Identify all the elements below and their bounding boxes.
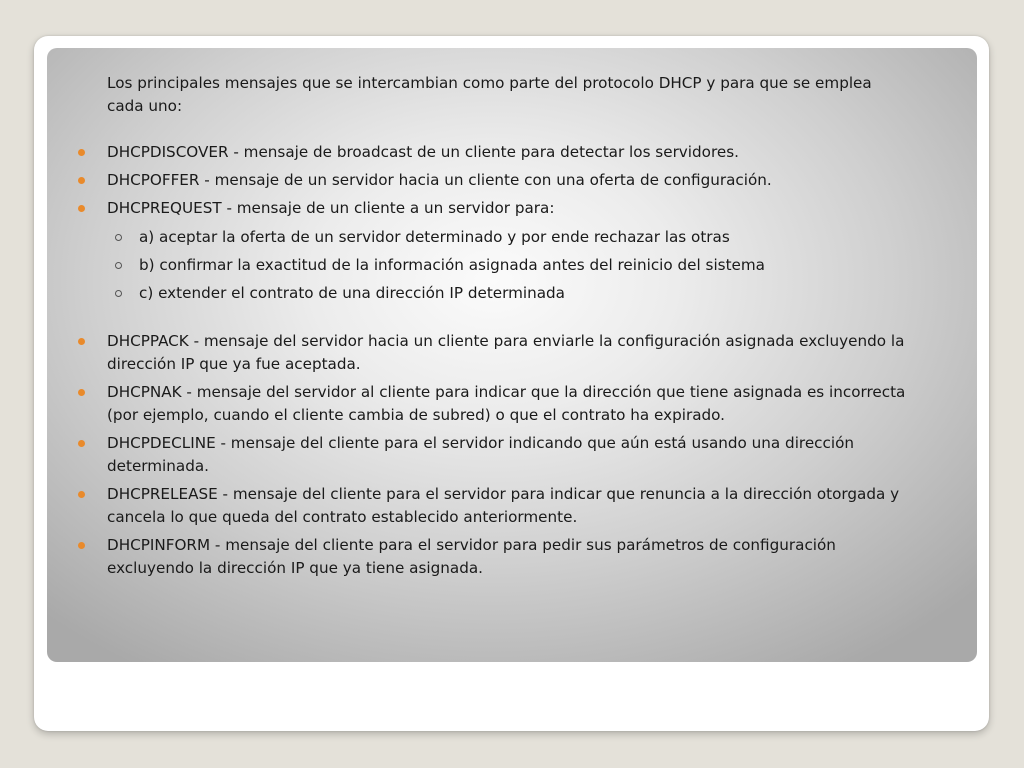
ring-bullet-icon [115,262,122,269]
bullet-icon [78,338,85,345]
list-item-text: DHCPPACK - mensaje del servidor hacia un cliente para enviarle la configuración asignada excluyendo la dirección IP que ya fue aceptada. [107,332,905,373]
slide-body [107,72,907,585]
sub-list-item [139,254,907,277]
list-item [107,381,907,427]
bullet-icon [78,389,85,396]
bullet-icon [78,542,85,549]
sub-list-item-text: a) aceptar la oferta de un servidor determinado y por ende rechazar las otras [139,228,730,246]
list-item-text: DHCPDECLINE - mensaje del cliente para el servidor indicando que aún está usando una dirección determinada. [107,434,855,475]
list-item [107,169,907,192]
sub-list-item-text: b) confirmar la exactitud de la información asignada antes del reinicio del sistema [139,256,765,274]
bullet-icon [78,491,85,498]
bullet-list-1 [107,141,907,305]
list-item [107,432,907,478]
list-item [107,330,907,376]
list-item [107,534,907,580]
sub-list-item [139,226,907,249]
list-item [107,197,907,305]
intro-text: Los principales mensajes que se intercambian como parte del protocolo DHCP y para que se emplea cada uno: [107,74,872,115]
bullet-icon [78,440,85,447]
list-item-text: DHCPINFORM - mensaje del cliente para el servidor para pedir sus parámetros de configuración excluyendo la dirección IP que ya tiene asignada. [107,536,836,577]
ring-bullet-icon [115,290,122,297]
ring-bullet-icon [115,234,122,241]
bullet-list-2 [107,330,907,580]
sub-list-item-text: c) extender el contrato de una dirección IP determinada [139,284,565,302]
bullet-icon [78,177,85,184]
content-panel [47,48,977,662]
bullet-icon [78,149,85,156]
list-item-text: DHCPREQUEST - mensaje de un cliente a un servidor para: [107,199,555,217]
bullet-icon [78,205,85,212]
list-item-text: DHCPNAK - mensaje del servidor al cliente para indicar que la dirección que tiene asignada es incorrecta (por ejemplo, cuando el cliente cambia de subred) o que el contrato ha expirado. [107,383,906,424]
list-item [107,483,907,529]
list-item-text: DHCPRELEASE - mensaje del cliente para el servidor para indicar que renuncia a la dirección otorgada y cancela lo que queda del contrato establecido anteriormente. [107,485,900,526]
sub-list-item [139,282,907,305]
list-item [107,141,907,164]
spacer [107,310,907,330]
list-item-text: DHCPDISCOVER - mensaje de broadcast de un cliente para detectar los servidores. [107,143,739,161]
sub-bullet-list [107,226,907,305]
list-item-text: DHCPOFFER - mensaje de un servidor hacia un cliente con una oferta de configuración. [107,171,772,189]
